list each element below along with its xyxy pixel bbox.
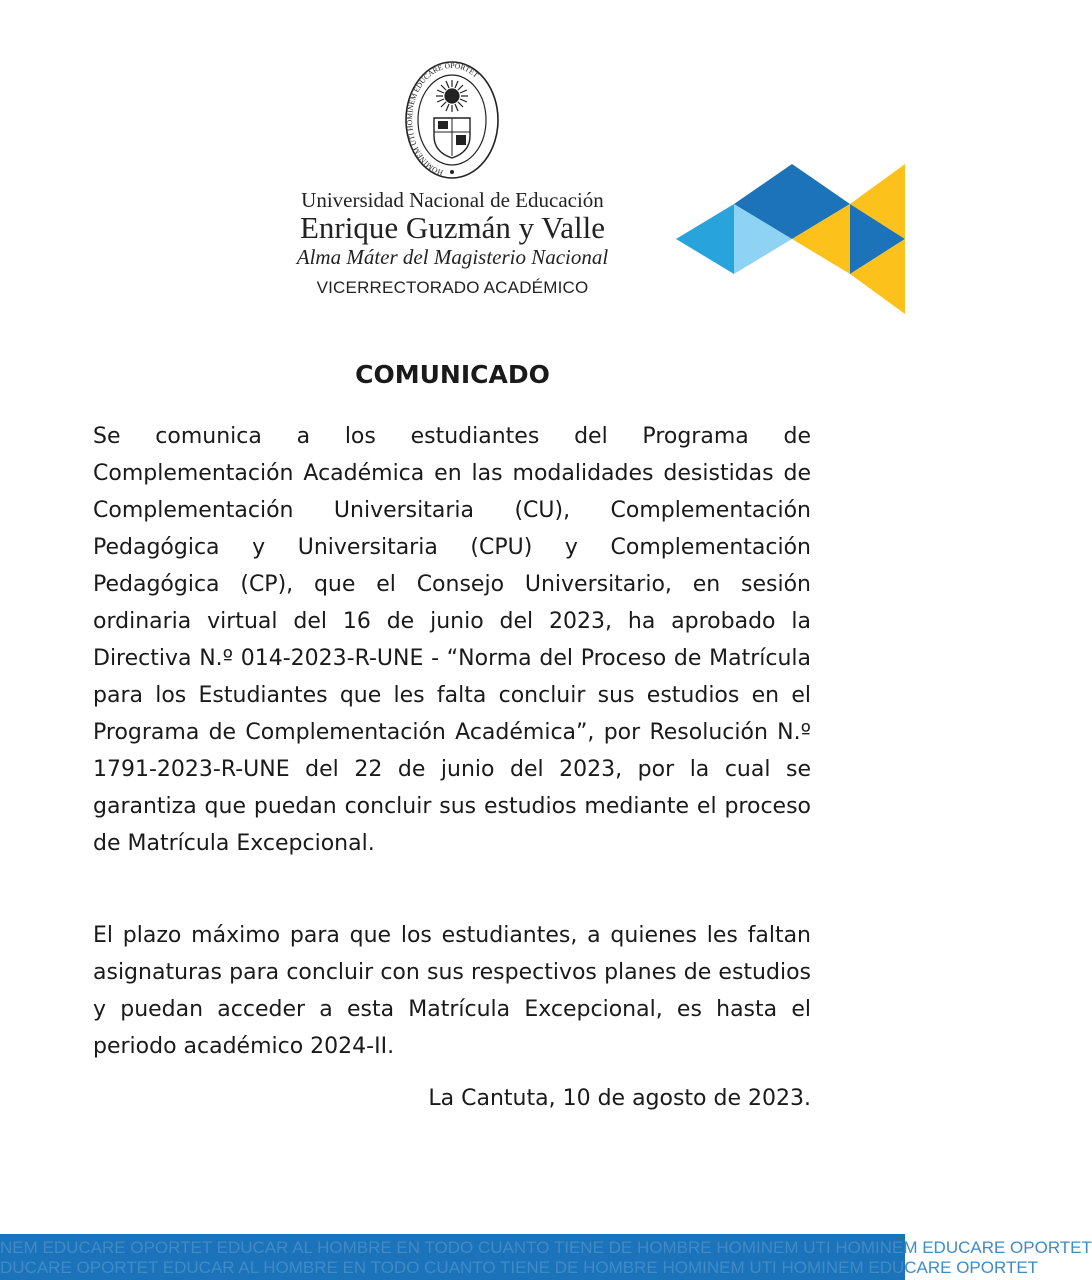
footer-motto-line2: DUCARE OPORTET EDUCAR AL HOMBRE EN TODO CUANTO TIENE DE HOMBRE HOMINEM UTI HOMINEM EDUCARE OPORTET [0, 1258, 1039, 1277]
letterhead [0, 0, 905, 330]
body-paragraph-2: El plazo máximo para que los estudiantes, a quienes les faltan asignaturas para concluir con sus respectivos planes de estudios y puedan acceder a esta Matrícula Excepcional, es hasta el periodo académico 2024-II. [93, 923, 811, 1059]
office-name: VICERRECTORADO ACADÉMICO [316, 278, 589, 297]
decorative-triangles-icon [676, 164, 905, 314]
date-signature: La Cantuta, 10 de agosto de 2023. [428, 1086, 811, 1111]
university-name-line1: Universidad Nacional de Educación [301, 188, 604, 212]
university-seal-icon [404, 60, 500, 184]
footer-band [0, 1234, 1092, 1280]
svg-text:HOMINEM UTI HOMINEM EDUCARE OP: HOMINEM UTI HOMINEM EDUCARE OPORTET [404, 60, 481, 178]
university-name-line2: Enrique Guzmán y Valle [299, 210, 606, 245]
document-title: COMUNICADO [355, 360, 550, 389]
footer-motto-line1: NEM EDUCARE OPORTET EDUCAR AL HOMBRE EN TODO CUANTO TIENE DE HOMBRE HOMINEM UTI HOMINEM EDUCARE OPORTET [0, 1238, 1092, 1257]
university-motto: Alma Máter del Magisterio Nacional [296, 245, 609, 269]
body-paragraph-1: Se comunica a los estudiantes del Programa de Complementación Académica en las modalidades desistidas de Complementación Universitaria (CU), Complementación Pedagógica y Universitaria (CPU) y Complementación Pedagógica (CP), que el Consejo Universitario, en sesión ordinaria virtual del 16 de junio del 2023, ha aprobado la Directiva N.º 014-2023-R-UNE - “Norma del Proceso de Matrícula para los Estudiantes que les falta concluir sus estudios en el Programa de Complementación Académica”, por Resolución N.º 1791-2023-R-UNE del 22 de junio del 2023, por la cual se garantiza que puedan concluir sus estudios mediante el proceso de Matrícula Excepcional. [93, 424, 811, 856]
